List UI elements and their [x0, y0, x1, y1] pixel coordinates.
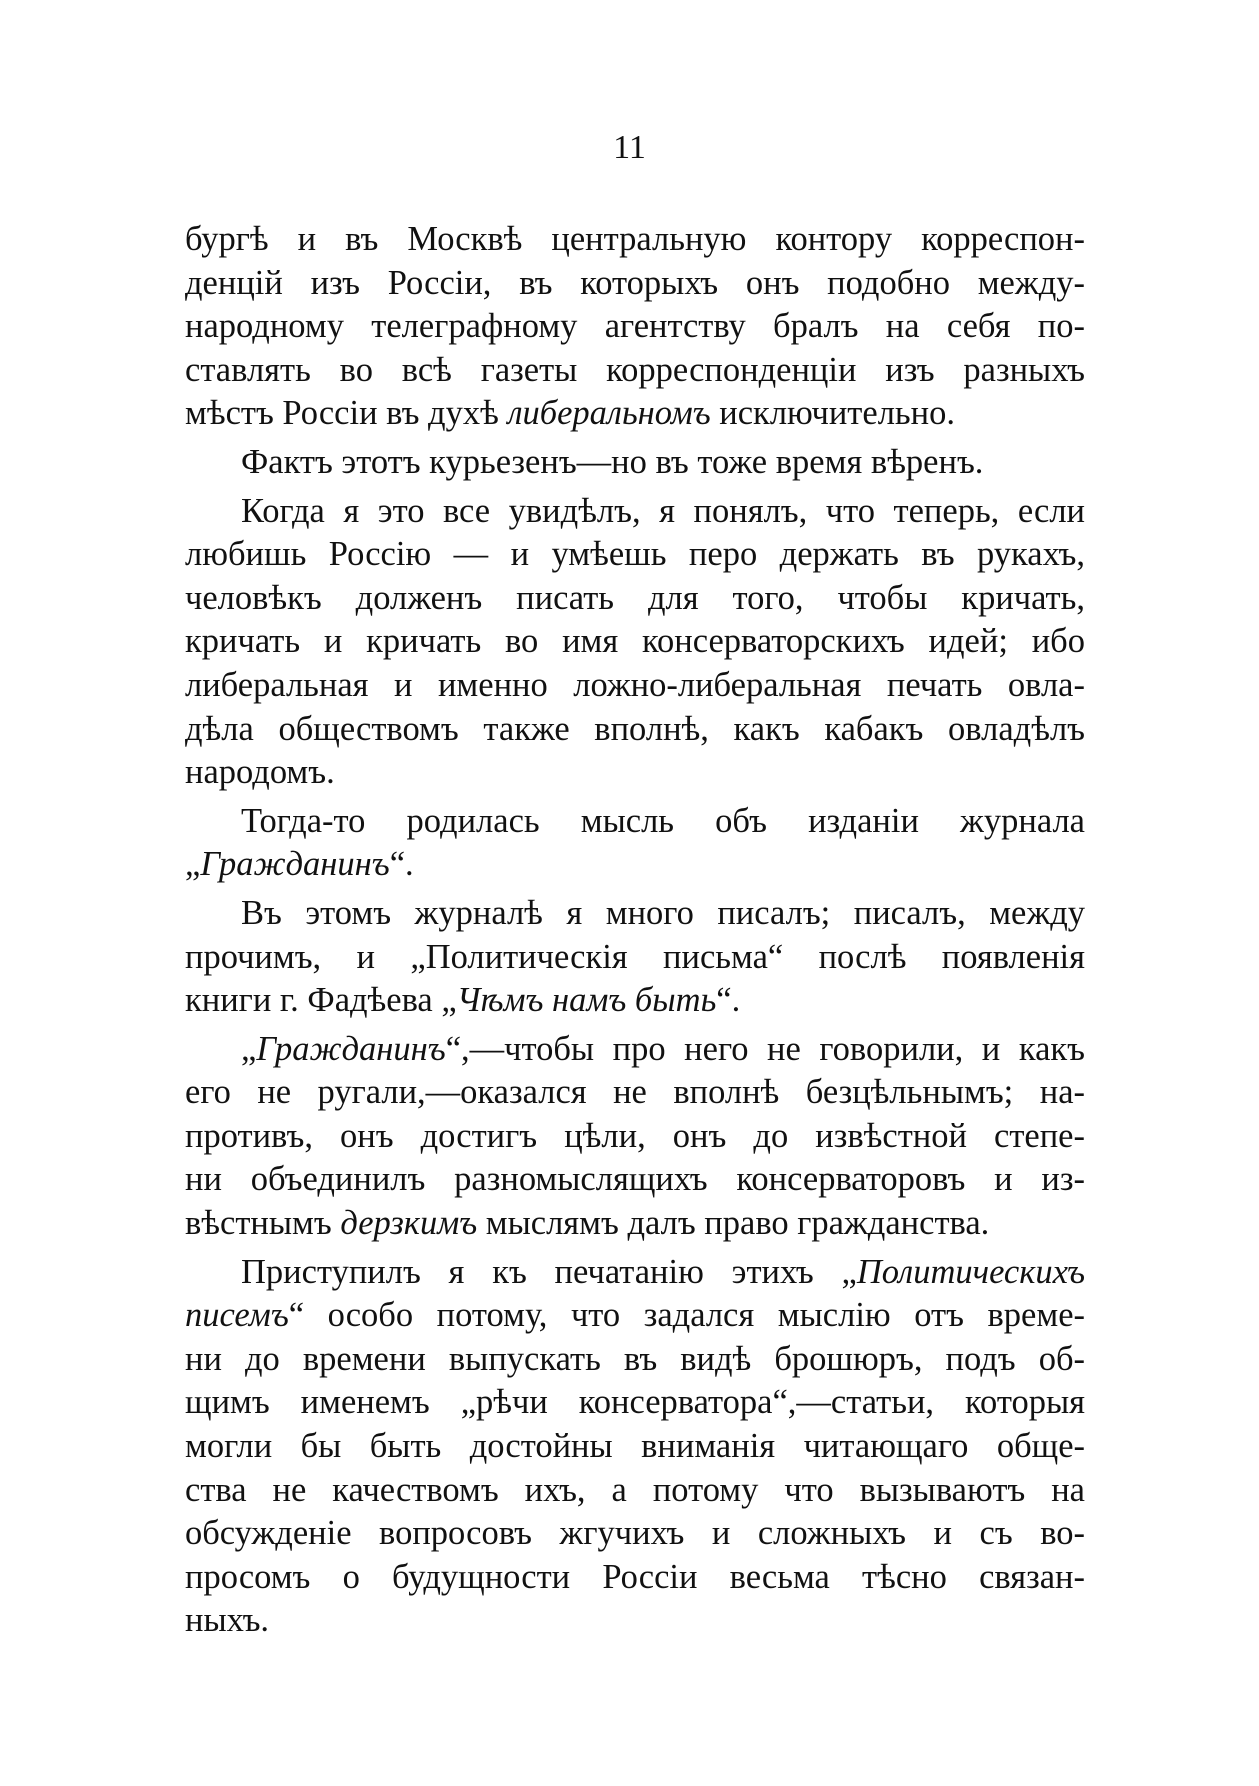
paragraph-start: Приступилъ я къ печатанію этихъ „Политическихъ [241, 1252, 1085, 1291]
text-line: ни до времени выпускать въ видѣ брошюръ, подъ об- [185, 1339, 1085, 1378]
paragraph-start: Тогда-то родилась мысль объ изданіи журнала [241, 801, 1085, 840]
paragraph-start: „Гражданинъ“,—чтобы про него не говорили, и какъ [241, 1029, 1085, 1068]
text-line: вѣстнымъ дерзкимъ мыслямъ далъ право гражданства. [185, 1204, 990, 1243]
text-line: просомъ о будущности Россіи весьма тѣсно связан- [185, 1557, 1085, 1596]
text-line: могли бы быть достойны вниманія читающаго обще- [185, 1427, 1085, 1466]
italic-title: Гражданинъ [200, 845, 390, 884]
italic-title: Чѣмъ намъ быть [456, 981, 717, 1020]
text-line: противъ, онъ достигъ цѣли, онъ до извѣстной степе- [185, 1116, 1085, 1155]
italic-phrase: дерзкимъ [340, 1204, 478, 1243]
text-line: кричать и кричать во имя консерваторскихъ идей; ибо [185, 622, 1085, 661]
text-line: народомъ. [185, 753, 335, 792]
text-line: его не ругали,—оказался не вполнѣ безцѣльнымъ; на- [185, 1073, 1085, 1112]
text-line: дѣла обществомъ также вполнѣ, какъ кабакъ овладѣлъ [185, 709, 1085, 748]
text-line: ни объединилъ разномыслящихъ консерваторовъ и из- [185, 1160, 1085, 1199]
text-line: либеральная и именно ложно-либеральная печать овла- [185, 665, 1085, 704]
text-line: „Гражданинъ“. [185, 845, 414, 884]
text-line: человѣкъ долженъ писать для того, чтобы кричать, [185, 578, 1085, 617]
text-line: ства не качествомъ ихъ, а потому что вызываютъ на [185, 1470, 1085, 1509]
text-line: денцій изъ Россіи, въ которыхъ онъ подобно между- [185, 263, 1085, 302]
page-number: 11 [613, 129, 646, 166]
italic-phrase: либеральномъ [507, 394, 711, 433]
text-line: мѣстъ Россіи въ духѣ либеральномъ исключительно. [185, 394, 955, 433]
text-line: народному телеграфному агентству бралъ на себя по- [185, 307, 1085, 346]
text-line: обсужденіе вопросовъ жгучихъ и сложныхъ и съ во- [185, 1514, 1085, 1553]
text-line: бургѣ и въ Москвѣ центральную контору корреспон- [185, 220, 1085, 258]
body-text [185, 218, 1085, 1643]
paragraph-start: Въ этомъ журналѣ я много писалъ; писалъ, между [241, 893, 1085, 932]
paragraph-start: Фактъ этотъ курьезенъ—но въ тоже время вѣренъ. [241, 442, 984, 481]
text-line: ныхъ. [185, 1601, 270, 1640]
text-line: ставлять во всѣ газеты корреспонденціи изъ разныхъ [185, 350, 1085, 389]
text-line: щимъ именемъ „рѣчи консерватора“,—статьи, которыя [185, 1383, 1085, 1422]
italic-title: писемъ [185, 1296, 289, 1335]
text-line: книги г. Фадѣева „Чѣмъ намъ быть“. [185, 981, 741, 1020]
paragraph-start: Когда я это все увидѣлъ, я понялъ, что теперь, если [241, 491, 1085, 530]
text-line: писемъ“ особо потому, что задался мыслію отъ време- [185, 1296, 1085, 1335]
italic-title: Политическихъ [856, 1252, 1085, 1291]
text-line: прочимъ, и „Политическія письма“ послѣ появленія [185, 937, 1085, 976]
italic-title: Гражданинъ [256, 1029, 446, 1068]
text-line: любишь Россію — и умѣешь перо держать въ рукахъ, [185, 535, 1085, 574]
